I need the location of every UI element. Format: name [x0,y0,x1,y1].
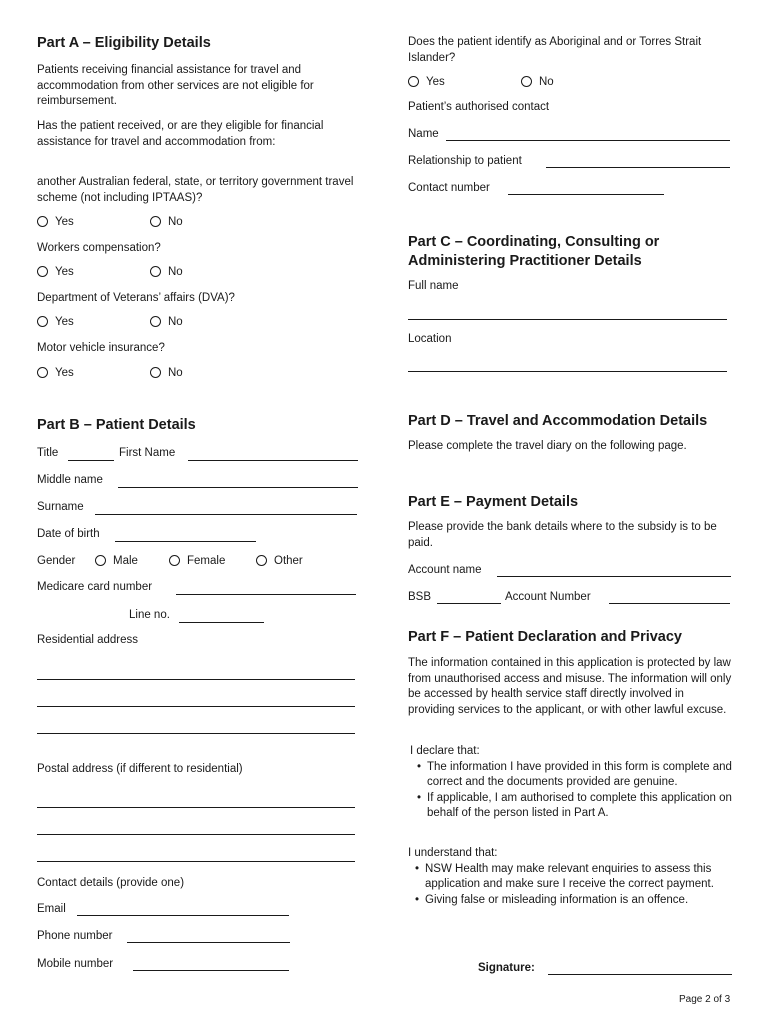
radio-icon[interactable] [169,555,180,566]
dob-label: Date of birth [37,528,100,540]
declare-list [410,760,735,822]
account-number-label: Account Number [505,591,591,603]
account-number-field[interactable] [609,603,730,604]
first-name-label: First Name [119,447,176,459]
postal-line-2[interactable] [37,834,355,835]
email-field[interactable] [77,915,289,916]
radio-icon[interactable] [37,367,48,378]
medicare-field[interactable] [176,594,356,595]
residential-line-2[interactable] [37,706,355,707]
understanding [408,846,735,908]
part-e-heading: Part E – Payment Details [408,494,579,510]
email-label: Email [37,903,66,915]
q-dva-yes[interactable]: Yes [37,315,74,330]
privacy-text: The information contained in this application is protected by law from unauthorised access and misuse. The information will only be accessed by health service staff directly involved in providing services to the applicant, or with other lawful excuse. [408,657,732,716]
part-a-question: Has the patient received, or are they eligible for financial assistance for travel and accommodation from: [37,120,324,148]
title-field[interactable] [68,460,114,461]
declare-intro: I declare that: [410,745,480,757]
signature-label: Signature: [478,962,535,974]
first-name-field[interactable] [188,460,358,461]
contact-name-field[interactable] [446,140,730,141]
list-item: • The information I have provided in this form is complete and correct and the documents provided are genuine. [427,760,735,791]
contact-number-label: Contact number [408,182,490,194]
full-name-field[interactable] [408,319,727,320]
account-name-field[interactable] [497,576,731,577]
radio-icon[interactable] [150,367,161,378]
q-other-scheme-label: another Australian federal, state, or territory government travel scheme (not including IPTAAS)? [37,176,354,204]
q-other-scheme-yes[interactable]: Yes [37,215,74,230]
line-no-field[interactable] [179,622,264,623]
part-b-heading: Part B – Patient Details [37,417,196,433]
contact-number-field[interactable] [508,194,664,195]
mobile-field[interactable] [133,970,289,971]
contact-details-label: Contact details (provide one) [37,877,185,889]
residential-label: Residential address [37,634,139,646]
phone-label: Phone number [37,930,113,942]
gender-other[interactable]: Other [256,554,303,569]
location-label: Location [408,333,452,345]
radio-icon[interactable] [256,555,267,566]
surname-label: Surname [37,501,84,513]
radio-icon[interactable] [37,316,48,327]
dob-field[interactable] [115,541,256,542]
list-item: • NSW Health may make relevant enquiries to assess this application and make sure I receive the correct payment. [425,862,735,893]
postal-line-3[interactable] [37,861,355,862]
aboriginal-no[interactable]: No [521,75,554,90]
radio-icon[interactable] [37,266,48,277]
signature-field[interactable] [548,974,732,975]
location-field[interactable] [408,371,727,372]
surname-field[interactable] [95,514,357,515]
list-item: • Giving false or misleading information is an offence. [425,893,735,909]
radio-icon[interactable] [95,555,106,566]
page-number: Page 2 of 3 [679,994,731,1005]
gender-label: Gender [37,555,76,567]
bsb-field[interactable] [437,603,501,604]
bsb-label: BSB [408,591,432,603]
q-other-scheme-no[interactable]: No [150,215,183,230]
radio-icon[interactable] [150,266,161,277]
q-dva-label: Department of Veterans’ affairs (DVA)? [37,292,235,304]
q-workers-comp-yes[interactable]: Yes [37,265,74,280]
radio-icon[interactable] [521,76,532,87]
postal-label: Postal address (if different to residential) [37,763,243,775]
part-d-text: Please complete the travel diary on the following page. [408,440,687,452]
part-a-heading: Part A – Eligibility Details [37,35,211,51]
radio-icon[interactable] [150,216,161,227]
gender-female[interactable]: Female [169,554,225,569]
contact-name-label: Name [408,128,439,140]
medicare-label: Medicare card number [37,581,153,593]
phone-field[interactable] [127,942,290,943]
radio-icon[interactable] [150,316,161,327]
relationship-field[interactable] [546,167,730,168]
part-c-heading: Part C – Coordinating, Consulting or Administering Practitioner Details [408,234,660,269]
authorised-contact-label: Patient’s authorised contact [408,101,550,113]
understand-intro: I understand that: [408,847,498,859]
q-motor-yes[interactable]: Yes [37,366,74,381]
q-motor-no[interactable]: No [150,366,183,381]
q-workers-comp-no[interactable]: No [150,265,183,280]
residential-line-3[interactable] [37,733,355,734]
aboriginal-yes[interactable]: Yes [408,75,445,90]
aboriginal-question: Does the patient identify as Aboriginal and or Torres Strait Islander? [408,36,702,64]
part-e-text: Please provide the bank details where to the subsidy is to be paid. [408,521,717,549]
radio-icon[interactable] [408,76,419,87]
q-dva-no[interactable]: No [150,315,183,330]
mobile-label: Mobile number [37,958,114,970]
line-no-label: Line no. [129,609,170,621]
relationship-label: Relationship to patient [408,155,522,167]
middle-name-field[interactable] [118,487,358,488]
postal-line-1[interactable] [37,807,355,808]
gender-male[interactable]: Male [95,554,138,569]
understand-list [408,862,735,909]
q-workers-comp-label: Workers compensation? [37,242,161,254]
account-name-label: Account name [408,564,482,576]
part-f-heading: Part F – Patient Declaration and Privacy [408,629,682,645]
radio-icon[interactable] [37,216,48,227]
list-item: • If applicable, I am authorised to complete this application on behalf of the person listed in Part A. [427,791,735,822]
residential-line-1[interactable] [37,679,355,680]
middle-name-label: Middle name [37,474,103,486]
q-motor-label: Motor vehicle insurance? [37,342,165,354]
declaration [410,744,735,822]
title-label: Title [37,447,59,459]
part-d-heading: Part D – Travel and Accommodation Details [408,413,708,429]
full-name-label: Full name [408,280,459,292]
part-a-intro: Patients receiving financial assistance for travel and accommodation from other services are not eligible for reimbursement. [37,64,314,107]
